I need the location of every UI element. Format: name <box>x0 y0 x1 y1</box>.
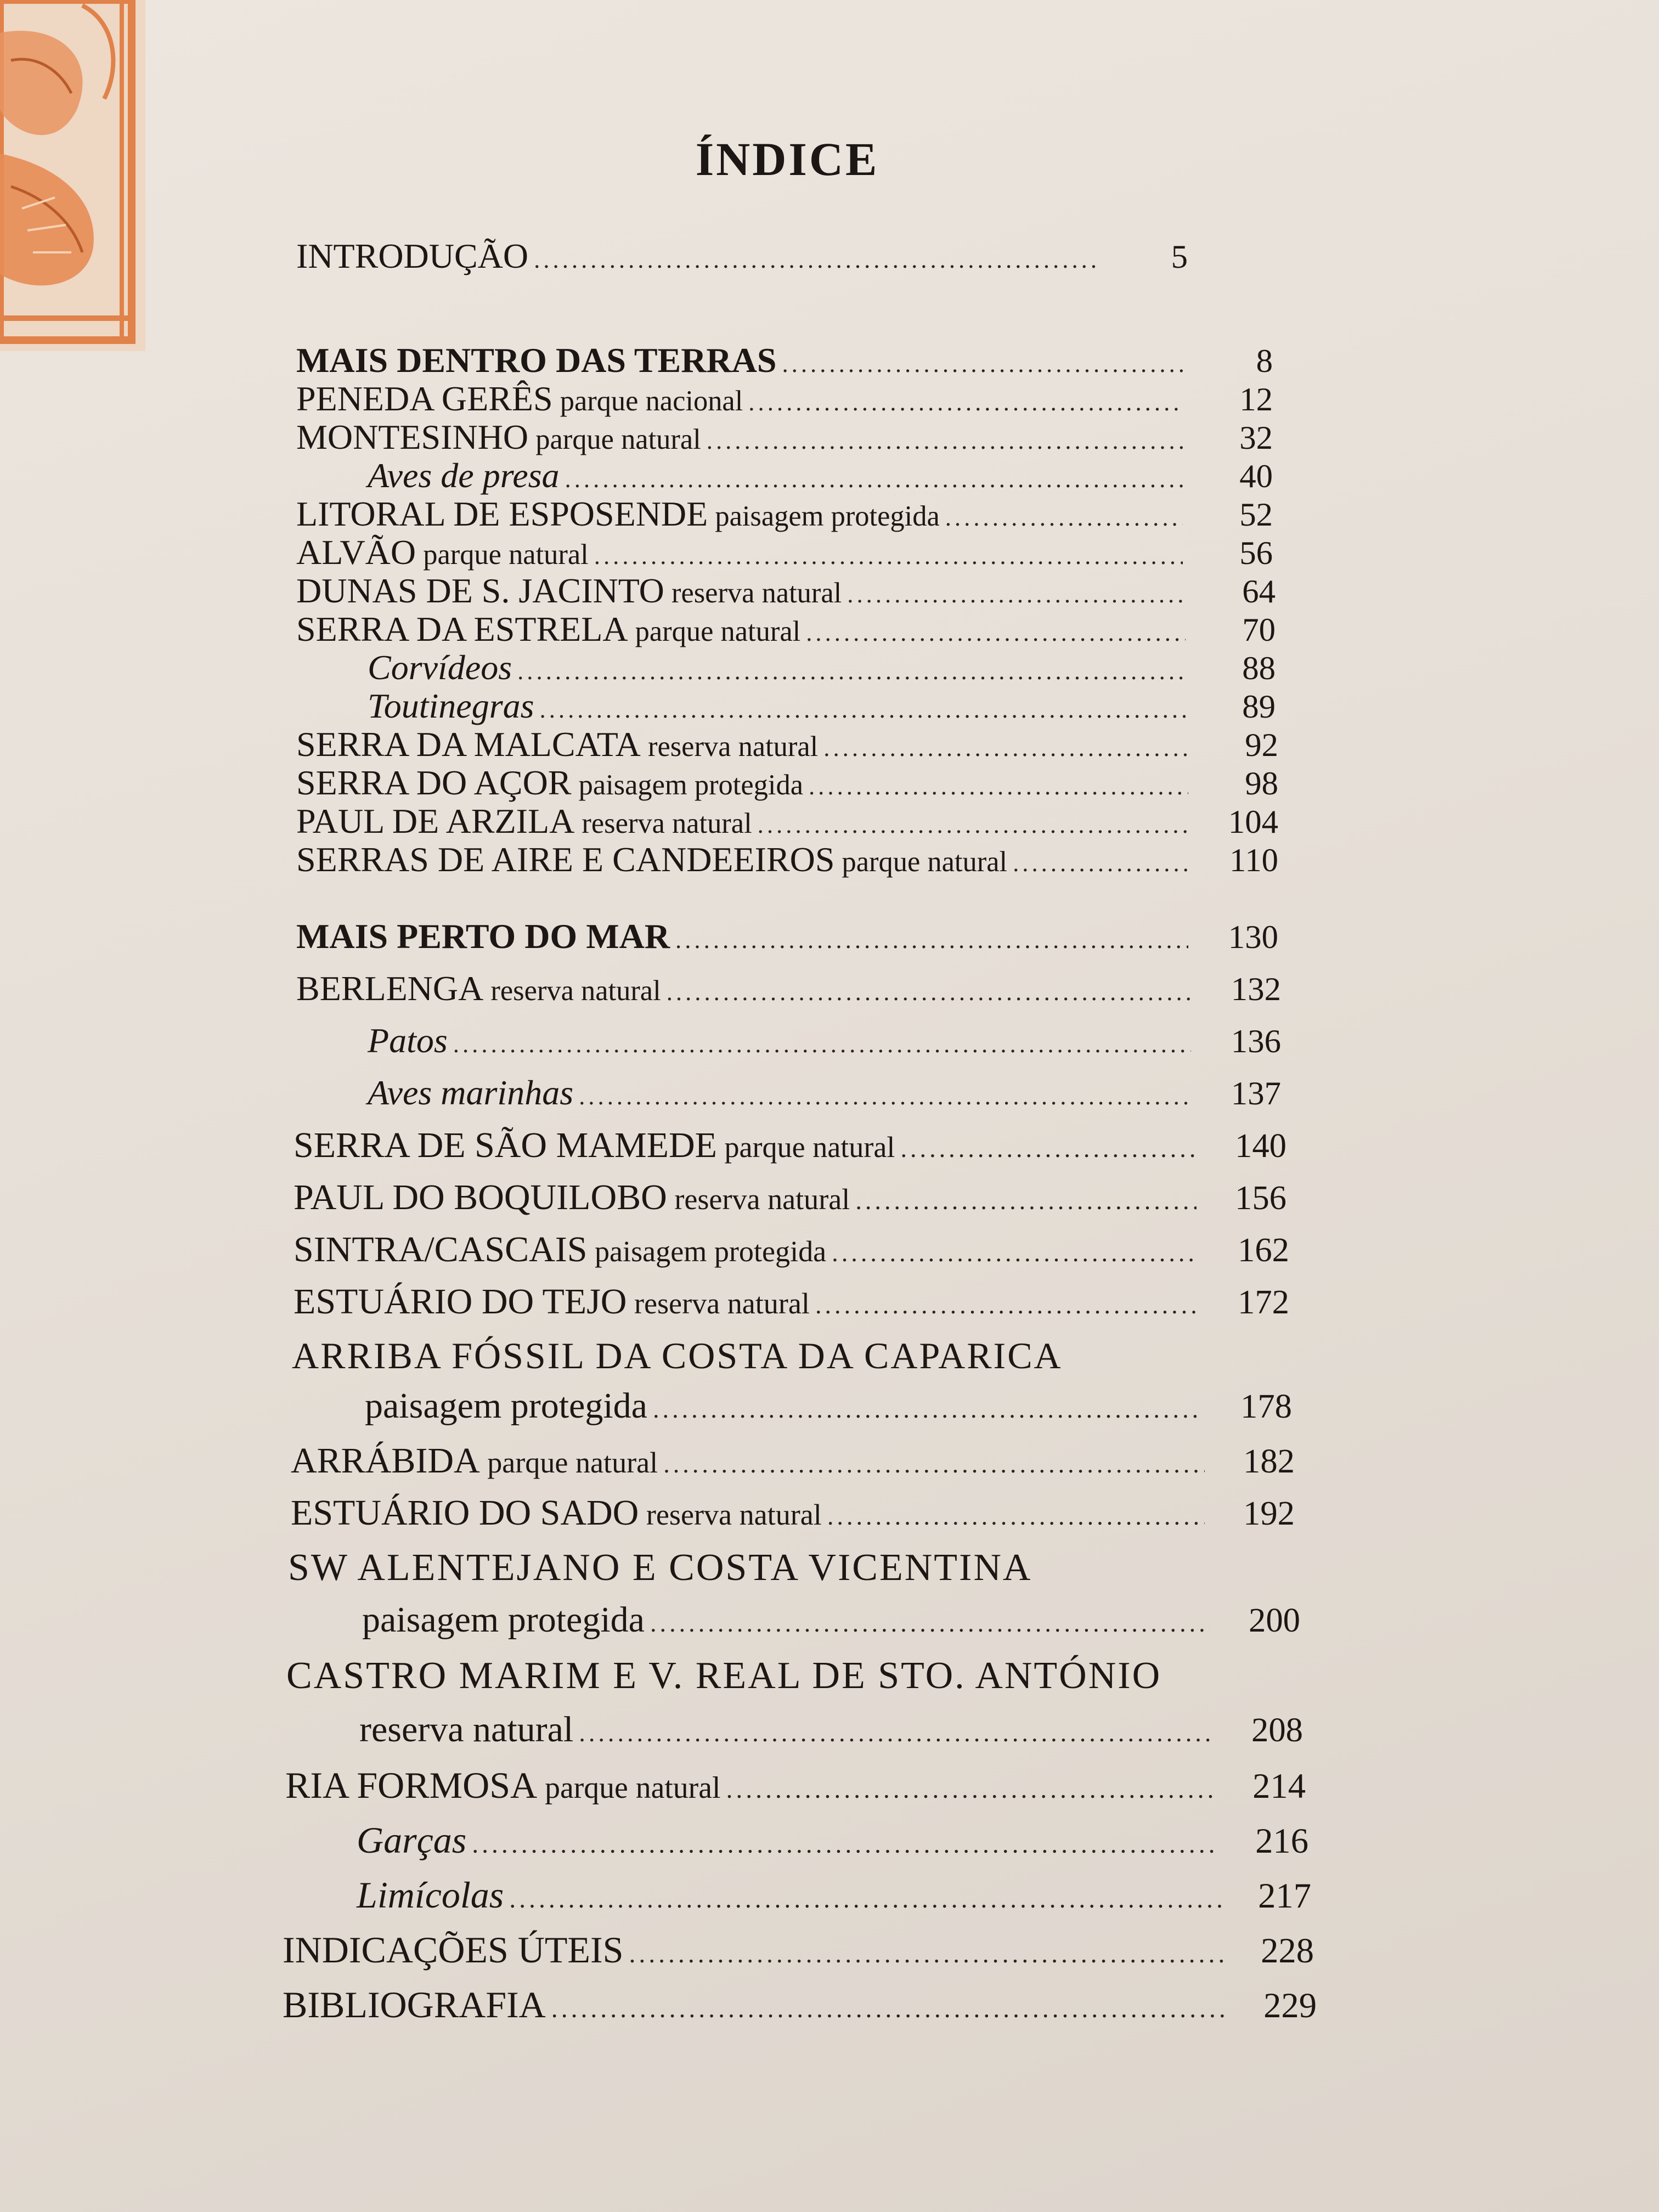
dot-leader <box>653 1395 1202 1424</box>
toc-entry-title: paisagem protegida <box>362 1600 645 1640</box>
dot-leader <box>823 733 1188 762</box>
toc-entry <box>296 494 1273 534</box>
toc-entry <box>294 1281 1289 1323</box>
toc-entry-title: paisagem protegida <box>365 1386 647 1426</box>
toc-page-number: 52 <box>1239 496 1273 533</box>
dot-leader <box>675 926 1188 954</box>
toc-entry <box>357 1874 1311 1917</box>
toc-entry <box>294 1125 1286 1166</box>
toc-entry-title: BERLENGA <box>296 969 484 1008</box>
toc-entry <box>368 1073 1281 1113</box>
toc-entry <box>294 1229 1289 1271</box>
dot-leader <box>945 503 1183 532</box>
toc-page-number: 208 <box>1251 1711 1303 1749</box>
toc-entry-title: SERRA DE SÃO MAMEDE <box>294 1125 717 1165</box>
dot-leader <box>663 1449 1205 1479</box>
toc-page-number: 156 <box>1234 1178 1286 1217</box>
toc-entry-title: CASTRO MARIM E V. REAL DE STO. ANTÓNIO <box>286 1655 1162 1697</box>
toc-entry <box>357 1819 1308 1862</box>
dot-leader <box>832 1238 1199 1267</box>
toc-entry-title: ARRIBA FÓSSIL DA COSTA DA CAPARICA <box>292 1335 1063 1376</box>
toc-entry <box>291 1492 1295 1534</box>
toc-entry-designation: parque natural <box>545 1771 721 1805</box>
toc-entry-title: INTRODUÇÃO <box>296 236 529 275</box>
toc-entry-designation: paisagem protegida <box>715 500 940 532</box>
toc-entry-title: ESTUÁRIO DO SADO <box>291 1493 639 1533</box>
toc-page-number: 229 <box>1263 1985 1317 2025</box>
toc-page-number: 216 <box>1255 1821 1308 1860</box>
toc-page-number: 162 <box>1237 1231 1289 1269</box>
dot-leader <box>579 1718 1213 1747</box>
toc-page-number: 217 <box>1258 1876 1311 1915</box>
dot-leader <box>551 1994 1227 2024</box>
toc-entry <box>296 236 1188 276</box>
dot-leader <box>650 1609 1210 1638</box>
toc-entry <box>296 379 1273 419</box>
toc-entry <box>296 417 1273 458</box>
toc-entry <box>283 1928 1314 1972</box>
toc-entry-title: ESTUÁRIO DO TEJO <box>294 1282 627 1322</box>
toc-page-number: 182 <box>1243 1442 1295 1480</box>
toc-entry <box>294 1177 1286 1218</box>
toc-entry-title: DUNAS DE S. JACINTO <box>296 571 664 610</box>
toc-entry-designation: reserva natural <box>634 1287 810 1320</box>
toc-entry-title: Toutinegras <box>368 686 534 725</box>
toc-entry-title: Corvídeos <box>368 648 512 687</box>
toc-entry <box>296 916 1278 957</box>
dot-leader <box>667 978 1191 1006</box>
toc-entry <box>286 1654 1161 1698</box>
toc-page-number: 132 <box>1231 971 1281 1008</box>
dot-leader <box>540 695 1186 724</box>
toc-entry-designation: reserva natural <box>647 731 819 763</box>
toc-entry-designation: reserva natural <box>490 975 661 1007</box>
toc-entry-designation: parque nacional <box>560 385 743 417</box>
toc-entry-designation: parque natural <box>724 1131 895 1164</box>
toc-entry <box>296 340 1273 381</box>
toc-entry <box>368 1020 1281 1061</box>
toc-page-number: 64 <box>1242 573 1276 610</box>
dot-leader <box>855 1186 1197 1215</box>
dot-leader <box>748 388 1183 416</box>
toc-entry-designation: reserva natural <box>671 577 842 609</box>
dot-leader <box>594 541 1183 570</box>
toc-entry <box>291 1440 1295 1482</box>
dot-leader <box>806 618 1186 647</box>
dot-leader <box>517 657 1186 685</box>
toc-page-number: 12 <box>1239 381 1273 418</box>
toc-entry-title: Patos <box>368 1021 448 1060</box>
toc-entry <box>296 763 1278 803</box>
toc-entry-designation: reserva natural <box>674 1183 850 1216</box>
toc-entry <box>359 1709 1303 1751</box>
toc-entry-designation: paisagem protegida <box>594 1235 827 1268</box>
toc-entry <box>296 968 1281 1009</box>
toc-page-number: 70 <box>1242 612 1276 648</box>
toc-page-number: 56 <box>1239 535 1273 572</box>
dot-leader <box>726 1775 1216 1804</box>
toc-page-number: 98 <box>1245 765 1278 802</box>
dot-leader <box>782 349 1183 378</box>
toc-entry-designation: parque natural <box>635 616 801 647</box>
dot-leader <box>847 580 1186 608</box>
toc-entry <box>296 609 1276 650</box>
toc-page-number: 32 <box>1239 420 1273 456</box>
dot-leader <box>758 810 1188 839</box>
toc-entry-title: BIBLIOGRAFIA <box>283 1984 546 2025</box>
toc-entry-title: MAIS DENTRO DAS TERRAS <box>296 341 777 380</box>
toc-entry-designation: parque natural <box>535 424 701 455</box>
toc-entry <box>368 647 1276 688</box>
dot-leader <box>1013 849 1188 877</box>
toc-entry-designation: paisagem protegida <box>578 769 803 801</box>
toc-page-number: 5 <box>1171 239 1188 275</box>
toc-entry <box>365 1385 1292 1427</box>
toc-entry-title: SERRA DO AÇOR <box>296 763 572 802</box>
toc-entry-designation: parque natural <box>487 1446 658 1479</box>
toc-entry-title: MAIS PERTO DO MAR <box>296 917 670 956</box>
toc-entry-designation: parque natural <box>423 539 589 571</box>
toc-entry-title: Aves marinhas <box>368 1073 574 1112</box>
page-title: ÍNDICE <box>695 133 879 185</box>
toc-page-number: 92 <box>1245 727 1278 764</box>
toc-page-number: 172 <box>1237 1283 1289 1321</box>
dot-leader <box>509 1884 1221 1914</box>
toc-entry-title: INDICAÇÕES ÚTEIS <box>283 1929 624 1971</box>
toc-page-number: 137 <box>1231 1075 1281 1112</box>
dot-leader <box>809 772 1188 800</box>
dot-leader <box>565 465 1183 493</box>
dot-leader <box>453 1030 1191 1058</box>
dot-leader <box>815 1290 1199 1319</box>
toc-entry <box>283 1983 1317 2027</box>
toc-page-number: 104 <box>1228 804 1278 840</box>
toc-entry <box>288 1546 1032 1590</box>
toc-page-number: 140 <box>1234 1126 1286 1165</box>
toc-entry-title: SERRA DA MALCATA <box>296 725 641 764</box>
toc-page-number: 110 <box>1229 842 1278 879</box>
toc-entry-title: LITORAL DE ESPOSENDE <box>296 494 708 533</box>
toc-entry-title: Limícolas <box>357 1874 504 1916</box>
dot-leader <box>629 1939 1224 1969</box>
toc-entry-designation: parque natural <box>842 846 1008 878</box>
toc-page-number: 8 <box>1256 343 1273 380</box>
toc-entry-title: SINTRA/CASCAIS <box>294 1229 588 1269</box>
toc-entry-designation: reserva natural <box>582 808 752 839</box>
toc-entry-title: reserva natural <box>359 1709 574 1750</box>
toc-page-number: 88 <box>1242 650 1276 687</box>
toc-entry <box>285 1764 1306 1807</box>
toc-page-number: 130 <box>1228 919 1278 956</box>
dot-leader <box>534 245 1098 274</box>
toc-entry-title: SW ALENTEJANO E COSTA VICENTINA <box>288 1547 1032 1589</box>
toc-entry-title: ARRÁBIDA <box>291 1441 480 1481</box>
toc-entry-title: MONTESINHO <box>296 417 529 456</box>
dot-leader <box>472 1830 1218 1859</box>
dot-leader <box>827 1502 1205 1531</box>
toc-entry-title: PAUL DO BOQUILOBO <box>294 1177 667 1217</box>
toc-entry <box>368 686 1276 726</box>
toc-entry <box>296 571 1276 611</box>
dot-leader <box>707 426 1183 455</box>
toc-entry-title: PENEDA GERÊS <box>296 379 553 418</box>
toc-page-number: 192 <box>1243 1494 1295 1532</box>
toc-page-number: 89 <box>1242 689 1276 725</box>
toc-entry <box>292 1334 1063 1378</box>
toc-entry <box>368 455 1273 496</box>
toc-page-number: 136 <box>1231 1023 1281 1060</box>
toc-entry <box>362 1599 1300 1641</box>
dot-leader <box>900 1134 1197 1163</box>
toc-entry-title: ALVÃO <box>296 533 416 572</box>
toc-page-number: 228 <box>1261 1931 1314 1970</box>
toc-entry-title: Garças <box>357 1819 467 1861</box>
toc-entry-title: RIA FORMOSA <box>285 1764 538 1806</box>
toc-entry <box>296 532 1273 573</box>
toc-entry <box>296 724 1278 765</box>
toc-page-number: 200 <box>1248 1601 1300 1639</box>
toc-entry <box>296 839 1278 880</box>
toc-page-number: 214 <box>1252 1766 1306 1805</box>
toc-entry-title: SERRA DA ESTRELA <box>296 610 628 648</box>
dot-leader <box>579 1082 1191 1110</box>
toc-entry-designation: reserva natural <box>646 1498 822 1531</box>
toc-page-number: 40 <box>1239 458 1273 495</box>
toc-entry-title: PAUL DE ARZILA <box>296 802 575 840</box>
toc-entry-title: SERRAS DE AIRE E CANDEEIROS <box>296 840 835 879</box>
toc-page-number: 178 <box>1240 1387 1292 1425</box>
toc-entry <box>296 801 1278 842</box>
toc-entry-title: Aves de presa <box>368 456 560 495</box>
